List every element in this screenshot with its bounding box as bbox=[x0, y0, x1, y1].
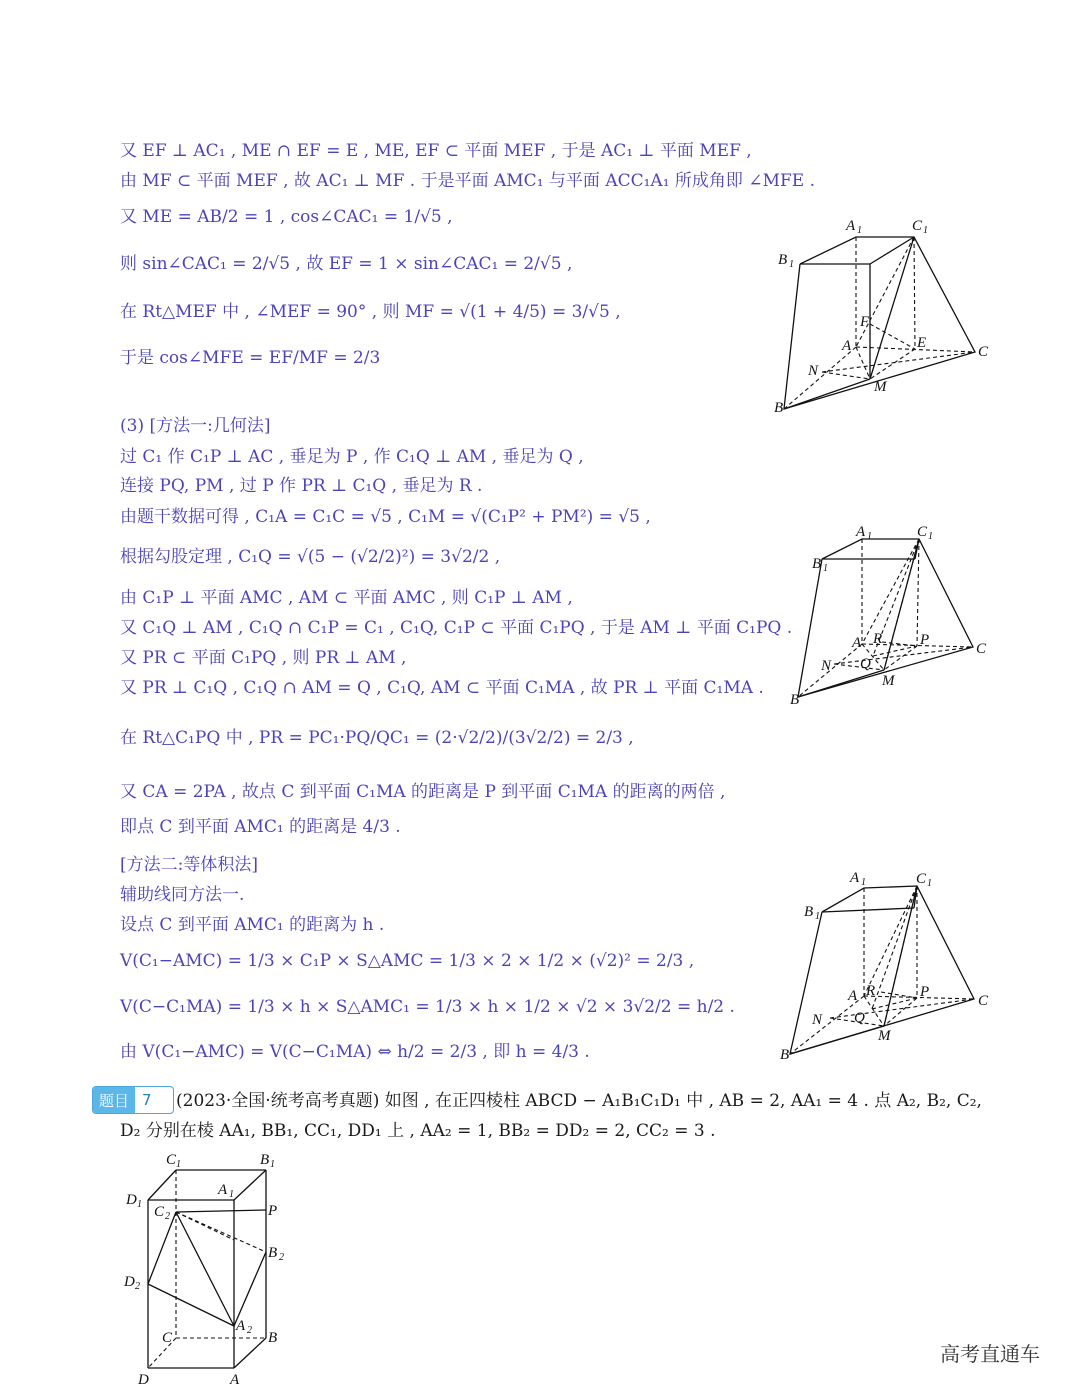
solution-line: 设点 C 到平面 AMC₁ 的距离为 h . bbox=[120, 915, 385, 935]
svg-text:1: 1 bbox=[137, 1199, 142, 1210]
figure-prism-mef bbox=[770, 212, 1000, 426]
svg-text:N: N bbox=[812, 1012, 823, 1028]
svg-text:1: 1 bbox=[815, 911, 820, 922]
svg-text:1: 1 bbox=[176, 1159, 181, 1170]
svg-text:2: 2 bbox=[135, 1281, 140, 1292]
figure-prism-pqr-2 bbox=[776, 866, 1006, 1070]
svg-text:N: N bbox=[821, 658, 832, 674]
svg-text:A: A bbox=[230, 1372, 240, 1388]
solution-line: 则 sin∠CAC₁ = 2/√5 , 故 EF = 1 × sin∠CAC₁ = 2/√5 , bbox=[120, 254, 573, 274]
svg-text:C: C bbox=[976, 641, 987, 657]
svg-text:A: A bbox=[856, 524, 866, 540]
svg-text:C: C bbox=[166, 1152, 177, 1168]
svg-text:P: P bbox=[268, 1203, 278, 1219]
svg-text:B: B bbox=[260, 1152, 270, 1168]
svg-text:A: A bbox=[850, 870, 860, 886]
problem-line-2: D₂ 分别在棱 AA₁, BB₁, CC₁, DD₁ 上 , AA₂ = 1, BB₂ = DD₂ = 2, CC₂ = 3 . bbox=[120, 1121, 716, 1141]
svg-text:2: 2 bbox=[165, 1211, 170, 1222]
svg-text:A: A bbox=[848, 988, 858, 1004]
fig1-label-c: C bbox=[978, 344, 989, 360]
solution-line: 又 PR ⊂ 平面 C₁PQ , 则 PR ⊥ AM , bbox=[120, 648, 407, 668]
solution-line: 由 V(C₁−AMC) = V(C−C₁MA) ⇔ h/2 = 2/3 , 即 h = 4/3 . bbox=[120, 1042, 590, 1062]
svg-text:R: R bbox=[866, 983, 876, 999]
svg-text:C: C bbox=[154, 1204, 165, 1220]
fig1-label-n: N bbox=[808, 363, 819, 379]
svg-text:1: 1 bbox=[857, 225, 862, 236]
svg-text:1: 1 bbox=[928, 531, 933, 542]
svg-text:Q: Q bbox=[854, 1010, 865, 1026]
fig1-label-b1: B bbox=[778, 252, 788, 268]
solution-line: 由 MF ⊂ 平面 MEF , 故 AC₁ ⊥ MF . 于是平面 AMC₁ 与平面 ACC₁A₁ 所成角即 ∠MFE . bbox=[120, 171, 815, 191]
svg-text:1: 1 bbox=[927, 878, 932, 889]
svg-text:2: 2 bbox=[247, 1325, 252, 1336]
solution-line: 在 Rt△MEF 中 , ∠MEF = 90° , 则 MF = √(1 + 4/5) = 3/√5 , bbox=[120, 302, 621, 322]
solution-line: 又 EF ⊥ AC₁ , ME ∩ EF = E , ME, EF ⊂ 平面 MEF , 于是 AC₁ ⊥ 平面 MEF , bbox=[120, 141, 752, 161]
svg-text:A: A bbox=[852, 635, 862, 651]
fig1-label-c1: C bbox=[912, 218, 923, 234]
svg-text:A: A bbox=[236, 1318, 246, 1334]
fig1-label-e: E bbox=[917, 335, 927, 351]
svg-text:1: 1 bbox=[867, 531, 872, 542]
svg-text:C: C bbox=[978, 993, 989, 1009]
svg-text:D: D bbox=[124, 1274, 135, 1290]
svg-text:A: A bbox=[218, 1182, 228, 1198]
svg-text:B: B bbox=[268, 1330, 278, 1346]
solution-line: 在 Rt△C₁PQ 中 , PR = PC₁·PQ/QC₁ = (2·√2/2)/(3√2/2) = 2/3 , bbox=[120, 728, 634, 748]
fig1-label-b: B bbox=[774, 400, 784, 416]
svg-text:M: M bbox=[882, 673, 895, 689]
solution-line: 连接 PQ, PM , 过 P 作 PR ⊥ C₁Q , 垂足为 R . bbox=[120, 476, 483, 496]
problem-line-1: (2023·全国·统考高考真题) 如图 , 在正四棱柱 ABCD − A₁B₁C₁D₁ 中 , AB = 2, AA₁ = 4 . 点 A₂, B₂, C₂, bbox=[176, 1091, 982, 1111]
svg-text:P: P bbox=[920, 632, 930, 648]
svg-text:C: C bbox=[916, 871, 927, 887]
problem-badge bbox=[92, 1086, 174, 1114]
solution-line: V(C₁−AMC) = 1/3 × C₁P × S△AMC = 1/3 × 2 × 1/2 × (√2)² = 2/3 , bbox=[120, 951, 695, 971]
solution-line: 根据勾股定理 , C₁Q = √(5 − (√2/2)²) = 3√2/2 , bbox=[120, 547, 501, 567]
svg-text:C: C bbox=[917, 524, 928, 540]
solution-line: 过 C₁ 作 C₁P ⊥ AC , 垂足为 P , 作 C₁Q ⊥ AM , 垂足为 Q , bbox=[120, 447, 584, 467]
svg-text:1: 1 bbox=[861, 877, 866, 888]
svg-text:B: B bbox=[780, 1047, 790, 1063]
solution-line: 又 PR ⊥ C₁Q , C₁Q ∩ AM = Q , C₁Q, AM ⊂ 平面 C₁MA , 故 PR ⊥ 平面 C₁MA . bbox=[120, 678, 764, 698]
svg-text:C: C bbox=[162, 1330, 173, 1346]
solution-line: 又 ME = AB/2 = 1 , cos∠CAC₁ = 1/√5 , bbox=[120, 207, 453, 227]
watermark: 高考直通车 bbox=[940, 1342, 1040, 1366]
problem-badge-label: 题目 bbox=[93, 1087, 135, 1113]
svg-text:1: 1 bbox=[270, 1159, 275, 1170]
svg-text:B: B bbox=[804, 904, 814, 920]
problem-badge-number: 7 bbox=[135, 1087, 159, 1113]
solution-line: (3) [方法一:几何法] bbox=[120, 416, 271, 436]
figure-prism-abcd bbox=[118, 1148, 308, 1392]
svg-text:1: 1 bbox=[923, 225, 928, 236]
svg-text:R: R bbox=[873, 631, 883, 647]
svg-text:Q: Q bbox=[860, 656, 871, 672]
svg-text:1: 1 bbox=[823, 563, 828, 574]
figure-prism-pqr-1 bbox=[778, 522, 1008, 716]
solution-line: 又 CA = 2PA , 故点 C 到平面 C₁MA 的距离是 P 到平面 C₁MA 的距离的两倍 , bbox=[120, 782, 726, 802]
fig1-label-a: A bbox=[842, 338, 852, 354]
svg-text:P: P bbox=[920, 984, 930, 1000]
svg-text:B: B bbox=[812, 556, 822, 572]
solution-line: 又 C₁Q ⊥ AM , C₁Q ∩ C₁P = C₁ , C₁Q, C₁P ⊂ 平面 C₁PQ , 于是 AM ⊥ 平面 C₁PQ . bbox=[120, 618, 793, 638]
solution-line: 于是 cos∠MFE = EF/MF = 2/3 bbox=[120, 348, 381, 368]
solution-line: 由题干数据可得 , C₁A = C₁C = √5 , C₁M = √(C₁P² + PM²) = √5 , bbox=[120, 507, 651, 527]
svg-text:B: B bbox=[790, 692, 800, 708]
fig1-label-a1: A bbox=[846, 218, 856, 234]
svg-text:1: 1 bbox=[229, 1189, 234, 1200]
solution-line: 即点 C 到平面 AMC₁ 的距离是 4/3 . bbox=[120, 817, 401, 837]
svg-text:M: M bbox=[878, 1028, 891, 1044]
svg-text:1: 1 bbox=[789, 259, 794, 270]
solution-line: 由 C₁P ⊥ 平面 AMC , AM ⊂ 平面 AMC , 则 C₁P ⊥ AM , bbox=[120, 588, 573, 608]
solution-line: 辅助线同方法一. bbox=[120, 885, 245, 905]
fig1-label-f: F bbox=[860, 314, 870, 330]
svg-text:B: B bbox=[268, 1245, 278, 1261]
solution-line: V(C−C₁MA) = 1/3 × h × S△AMC₁ = 1/3 × h × 1/2 × √2 × 3√2/2 = h/2 . bbox=[120, 997, 735, 1017]
fig1-label-m: M bbox=[874, 379, 887, 395]
solution-line: [方法二:等体积法] bbox=[120, 855, 258, 875]
svg-text:2: 2 bbox=[279, 1252, 284, 1263]
svg-text:D: D bbox=[138, 1372, 149, 1388]
svg-text:D: D bbox=[126, 1192, 137, 1208]
